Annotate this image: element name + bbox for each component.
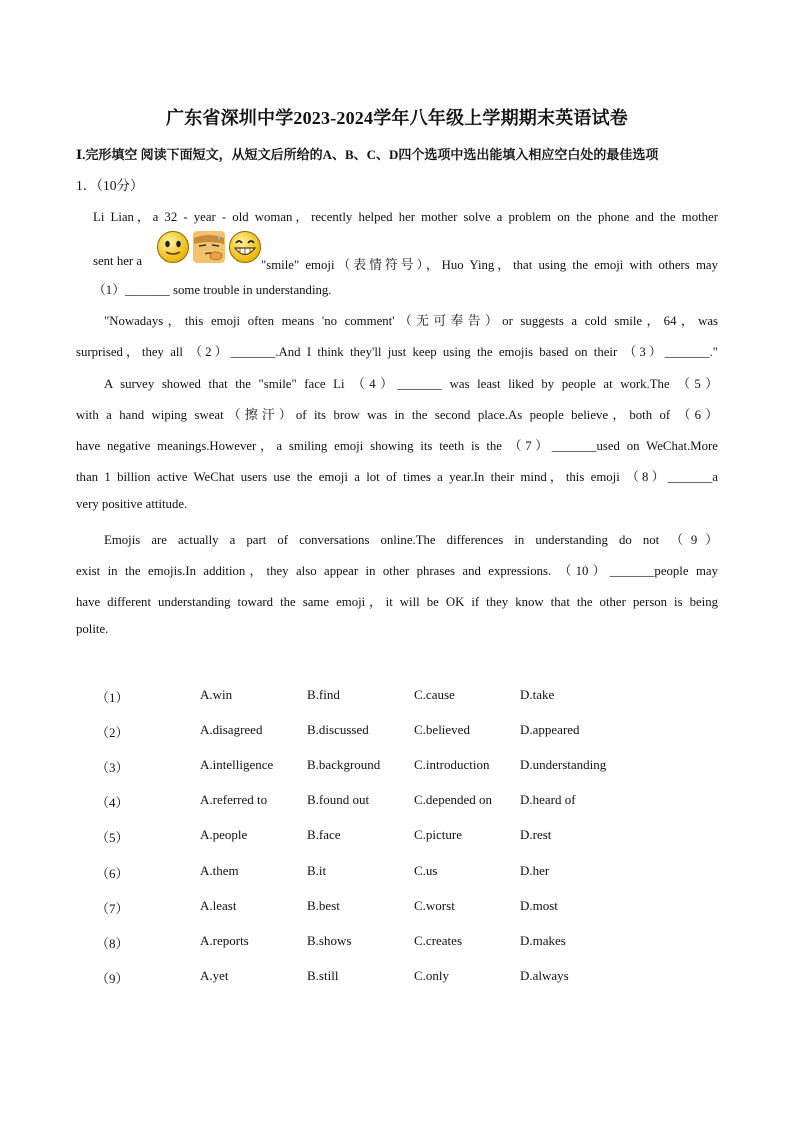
passage-line: "Nowadays，this emoji often means 'no comment'（无可奉告）or suggests a cold smile，64，was: [104, 314, 718, 328]
option-d[interactable]: D.makes: [520, 933, 566, 948]
option-row-4: [96, 792, 696, 812]
option-b[interactable]: B.background: [307, 757, 381, 772]
option-d[interactable]: D.take: [520, 687, 555, 702]
option-row-8: [96, 933, 696, 953]
option-number: （4）: [96, 795, 129, 810]
option-row-1: [96, 687, 696, 707]
option-number: （2）: [96, 725, 129, 740]
option-b[interactable]: B.discussed: [307, 722, 369, 737]
option-number: （8）: [96, 936, 129, 951]
option-number: （5）: [96, 830, 129, 845]
passage-line: （1）_______ some trouble in understanding.: [93, 283, 332, 297]
option-c[interactable]: C.us: [414, 863, 438, 878]
option-row-2: [96, 722, 696, 742]
option-b[interactable]: B.found out: [307, 792, 370, 807]
grin-emoji-icon: [228, 230, 262, 264]
option-d[interactable]: D.most: [520, 898, 558, 913]
wiping-sweat-emoji-icon: [192, 230, 226, 264]
passage-line: sent her a: [93, 254, 143, 268]
option-a[interactable]: A.people: [200, 827, 248, 842]
option-number: （6）: [96, 866, 129, 881]
smile-emoji-icon: [156, 230, 190, 264]
option-c[interactable]: C.introduction: [414, 757, 490, 772]
passage-line: have different understanding toward the same emoji，it will be OK if they know that the other person is being: [76, 595, 718, 609]
option-row-3: [96, 757, 696, 777]
option-b[interactable]: B.it: [307, 863, 327, 878]
option-b[interactable]: B.face: [307, 827, 341, 842]
passage-line: Li Lian，a 32 - year - old woman，recently helped her mother solve a problem on the phone and the mother: [93, 210, 718, 224]
option-number: （9）: [96, 971, 129, 986]
option-d[interactable]: D.always: [520, 968, 569, 983]
passage-line: have negative meanings.However，a smiling emoji showing its teeth is the （7）_______used on WeChat.More: [76, 439, 718, 453]
option-a[interactable]: A.them: [200, 863, 239, 878]
option-a[interactable]: A.win: [200, 687, 233, 702]
option-b[interactable]: B.best: [307, 898, 340, 913]
option-d[interactable]: D.understanding: [520, 757, 607, 772]
option-row-6: [96, 863, 696, 883]
passage-line: "smile" emoji（表情符号），Huo Ying，that using the emoji with others may: [261, 258, 718, 272]
option-b[interactable]: B.still: [307, 968, 339, 983]
option-a[interactable]: A.yet: [200, 968, 229, 983]
emoji-group: [156, 230, 266, 268]
question-number: 1．（10分）: [76, 178, 144, 193]
option-number: （7）: [96, 901, 129, 916]
option-c[interactable]: C.only: [414, 968, 450, 983]
option-d[interactable]: D.rest: [520, 827, 552, 842]
option-c[interactable]: C.worst: [414, 898, 455, 913]
passage-line: with a hand wiping sweat（擦汗）of its brow was in the second place.As people believe，both of （6）: [76, 408, 718, 422]
option-a[interactable]: A.intelligence: [200, 757, 274, 772]
option-row-5: [96, 827, 696, 847]
option-c[interactable]: C.picture: [414, 827, 463, 842]
option-d[interactable]: D.appeared: [520, 722, 580, 737]
passage-line: Emojis are actually a part of conversations online.The differences in understanding do not （9）: [104, 533, 718, 547]
passage-line: very positive attitude.: [76, 497, 188, 511]
option-a[interactable]: A.least: [200, 898, 237, 913]
option-c[interactable]: C.cause: [414, 687, 455, 702]
passage-line: surprised，they all （2）_______.And I think they'll just keep using the emojis based on their （3）_______.": [76, 345, 718, 359]
option-c[interactable]: C.believed: [414, 722, 470, 737]
option-number: （3）: [96, 760, 129, 775]
option-c[interactable]: C.creates: [414, 933, 463, 948]
option-number: （1）: [96, 690, 129, 705]
passage-line: exist in the emojis.In addition，they also appear in other phrases and expressions. （10）_______people may: [76, 564, 718, 578]
passage-line: polite.: [76, 622, 109, 636]
option-a[interactable]: A.reports: [200, 933, 249, 948]
passage-line: A survey showed that the "smile" face Li （4）_______ was least liked by people at work.The （5）: [104, 377, 718, 391]
option-a[interactable]: A.referred to: [200, 792, 268, 807]
section-heading: Ⅰ.完形填空 阅读下面短文，从短文后所给的A、B、C、D四个选项中选出能填入相应空白处的最佳选项: [76, 147, 659, 162]
option-row-7: [96, 898, 696, 918]
option-c[interactable]: C.depended on: [414, 792, 492, 807]
option-d[interactable]: D.heard of: [520, 792, 576, 807]
option-b[interactable]: B.find: [307, 687, 340, 702]
option-row-9: [96, 968, 696, 988]
option-a[interactable]: A.disagreed: [200, 722, 263, 737]
option-d[interactable]: D.her: [520, 863, 550, 878]
passage-line: than 1 billion active WeChat users use the emoji a lot of times a year.In their mind，this emoji （8）_______a: [76, 470, 718, 484]
option-b[interactable]: B.shows: [307, 933, 352, 948]
page-title: 广东省深圳中学2023-2024学年八年级上学期期末英语试卷: [166, 108, 628, 128]
